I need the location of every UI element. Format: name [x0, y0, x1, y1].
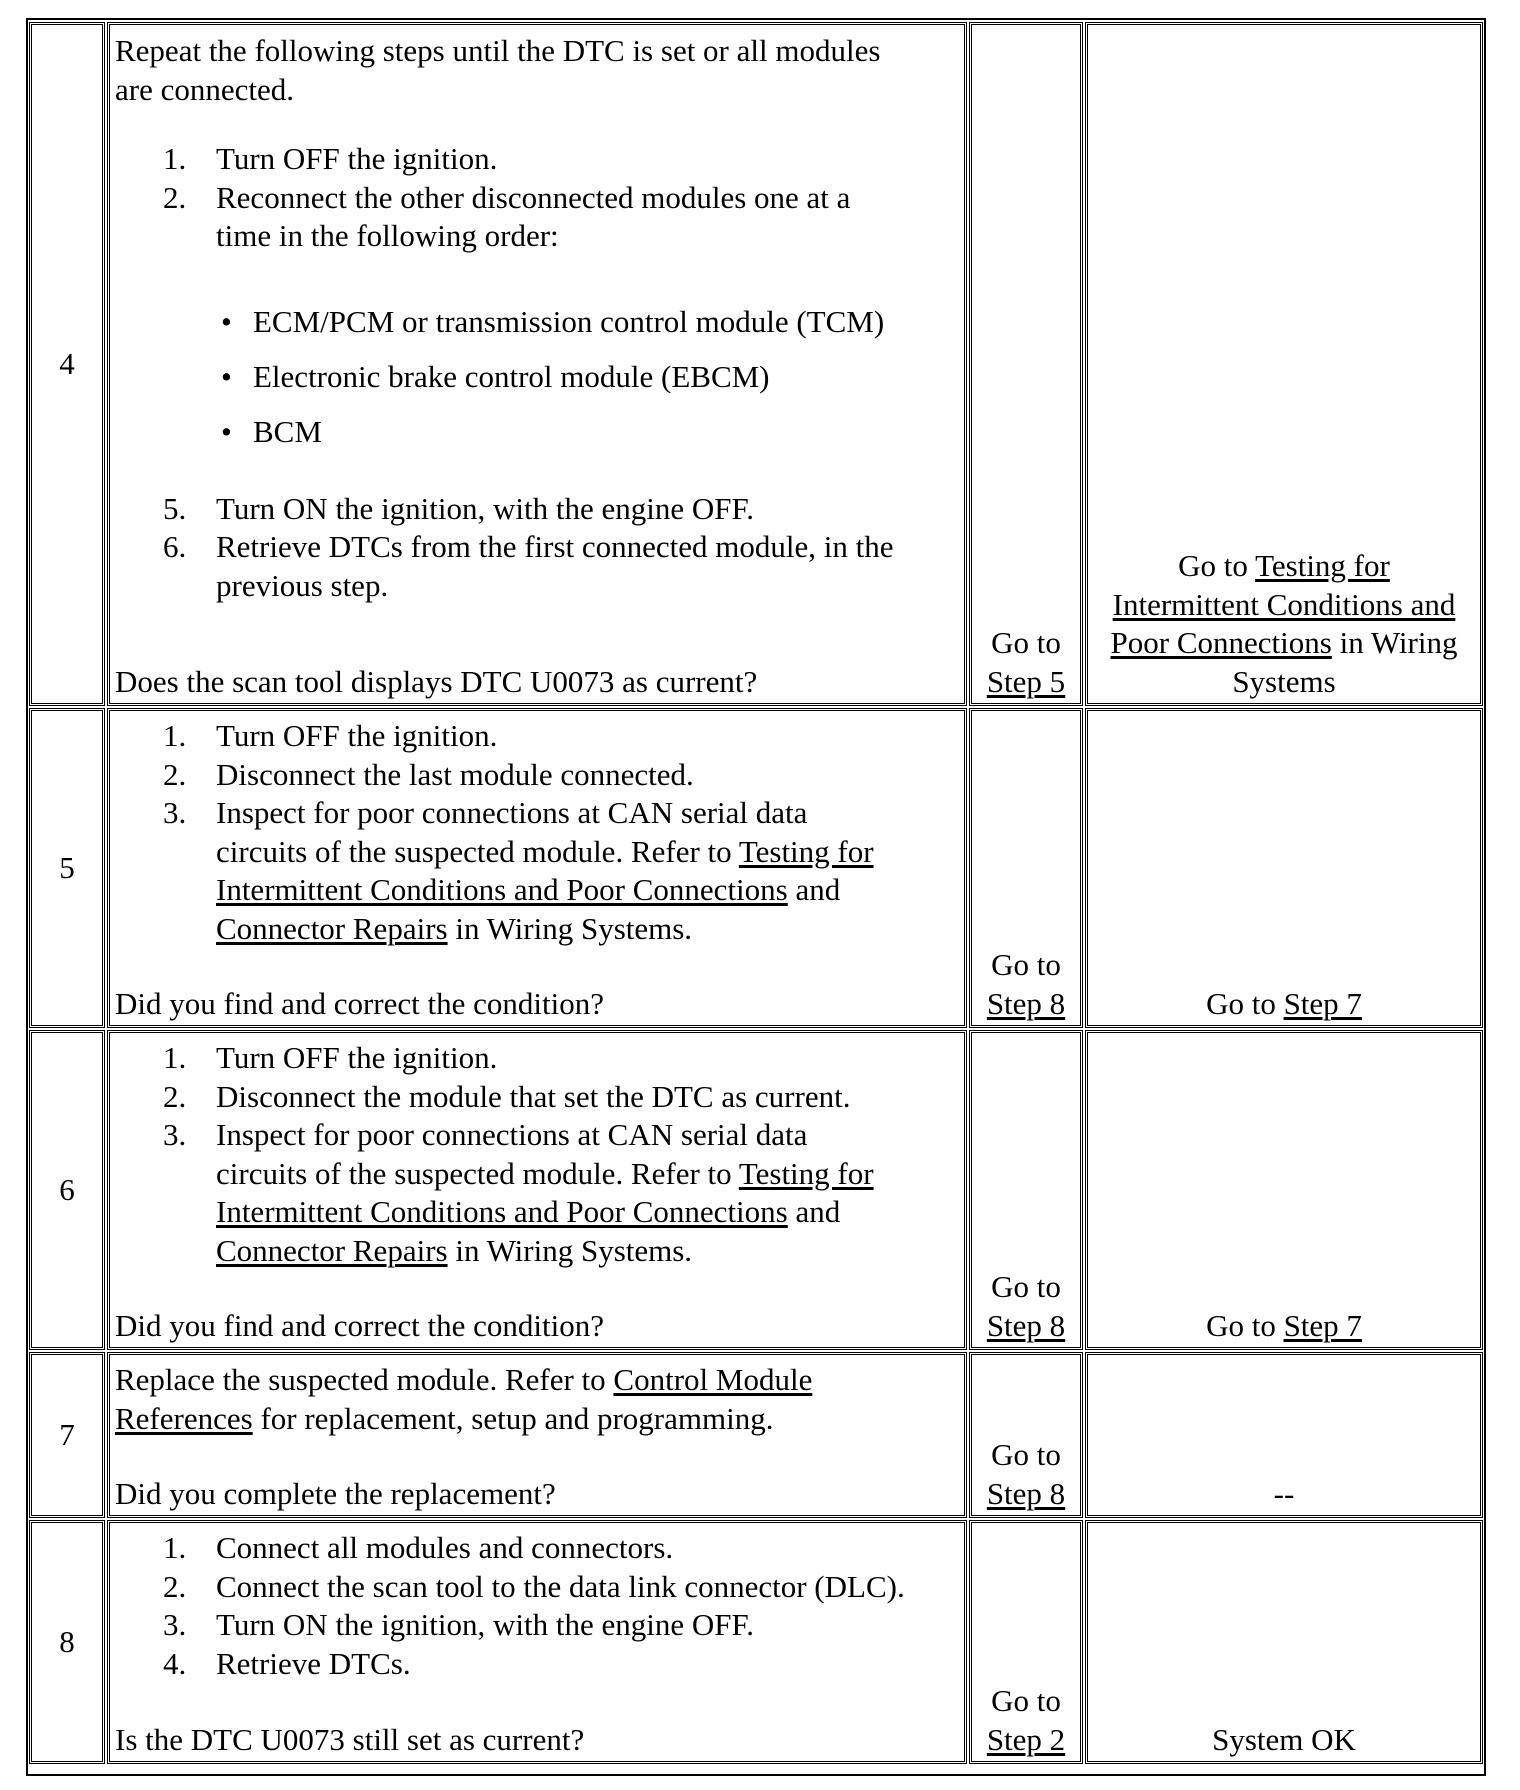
- numbered-list: [115, 717, 961, 948]
- no-cell: Go to Step 7: [1085, 708, 1483, 1028]
- step-number-cell: [29, 1352, 105, 1518]
- step-number: 5: [59, 849, 75, 885]
- step-number-cell: [29, 708, 105, 1028]
- connector-repairs-link[interactable]: Connector Repairs: [216, 910, 448, 946]
- no-cell: Go to Step 7: [1085, 1030, 1483, 1350]
- testing-link[interactable]: Testing for: [738, 833, 874, 869]
- list-item: 4. Retrieve DTCs.: [163, 1645, 411, 1681]
- yes-cell: Go to Step 8: [969, 1030, 1083, 1350]
- list-item: 1. Turn OFF the ignition.: [163, 718, 498, 753]
- testing-link[interactable]: Poor Connections: [1110, 625, 1332, 660]
- question-text: Does the scan tool displays DTC U0073 as current?: [115, 663, 758, 699]
- question-text: Did you find and correct the condition?: [115, 985, 604, 1021]
- list-item: 3. Turn ON the ignition, with the engine OFF.: [163, 1607, 755, 1642]
- go-to-step-link[interactable]: Step 2: [986, 1721, 1066, 1757]
- module-order-list: [115, 303, 961, 468]
- list-item: 3. Inspect for poor connections at CAN serial data circuits of the suspected module. Refer to Testing for Intermittent Conditions and Poor Connections and Connector Repairs in Wiring Systems.: [163, 795, 874, 946]
- testing-link[interactable]: Intermittent Conditions and Poor Connections: [216, 1194, 788, 1229]
- step-number: 8: [59, 1623, 75, 1659]
- no-cell: [1085, 1352, 1483, 1518]
- list-item: 2. Disconnect the module that set the DTC as current.: [163, 1078, 851, 1114]
- list-item: 2. Reconnect the other disconnected modules one at a time in the following order:: [163, 179, 851, 253]
- list-item: • BCM: [221, 413, 322, 449]
- action-cell: [107, 1030, 967, 1350]
- control-module-references-link[interactable]: References: [115, 1400, 253, 1436]
- go-to-step-link[interactable]: Step 8: [986, 1307, 1066, 1343]
- go-to-step-link[interactable]: Step 7: [1283, 1307, 1362, 1343]
- intro-line: Repeat the following steps until the DTC is set or all modules: [115, 33, 881, 68]
- list-item: 1. Turn OFF the ignition.: [163, 1040, 498, 1075]
- numbered-list: [115, 140, 961, 256]
- testing-link[interactable]: Intermittent Conditions and Poor Connections: [216, 872, 788, 907]
- list-item: 2. Connect the scan tool to the data link connector (DLC).: [163, 1568, 905, 1604]
- no-cell: [1085, 1520, 1483, 1764]
- list-item: 2. Disconnect the last module connected.: [163, 756, 694, 792]
- no-cell: Go to Testing for Intermittent Conditions and Poor Connections in Wiring Systems: [1085, 22, 1483, 706]
- instruction-text: Replace the suspected module. Refer to Control Module References for replacement, setup and programming.: [115, 1362, 813, 1436]
- numbered-list: [115, 1529, 961, 1683]
- control-module-references-link[interactable]: Control Module: [613, 1362, 813, 1397]
- question-text: Did you find and correct the condition?: [115, 1307, 604, 1343]
- step-number: 6: [59, 1171, 75, 1207]
- go-to-step-link[interactable]: Step 8: [986, 1475, 1066, 1511]
- step-number-cell: [29, 22, 105, 706]
- testing-link[interactable]: Testing for: [1255, 548, 1390, 583]
- action-cell: [107, 22, 967, 706]
- yes-cell: Go to Step 8: [969, 1352, 1083, 1518]
- yes-cell: Go to Step 8: [969, 708, 1083, 1028]
- list-item: 5. Turn ON the ignition, with the engine OFF.: [163, 490, 755, 526]
- step-number: 7: [59, 1416, 75, 1452]
- no-result-text: --: [1273, 1475, 1295, 1511]
- step-number-cell: [29, 1520, 105, 1764]
- yes-cell: Go to Step 5: [969, 22, 1083, 706]
- yes-cell: Go to Step 2: [969, 1520, 1083, 1764]
- list-item: 1. Turn OFF the ignition.: [163, 141, 498, 176]
- go-to-step-link[interactable]: Step 7: [1283, 985, 1362, 1021]
- action-cell: [107, 1520, 967, 1764]
- go-to-step-link[interactable]: Step 8: [986, 985, 1066, 1021]
- numbered-list: [115, 490, 961, 606]
- question-text: Did you complete the replacement?: [115, 1475, 556, 1511]
- list-item: 1. Connect all modules and connectors.: [163, 1530, 674, 1565]
- list-item: • ECM/PCM or transmission control module (TCM): [221, 303, 885, 339]
- intro-line: are connected.: [115, 71, 294, 107]
- numbered-list: [115, 1039, 961, 1270]
- action-cell: [107, 1352, 967, 1518]
- step-number-cell: [29, 1030, 105, 1350]
- list-item: • Electronic brake control module (EBCM): [221, 358, 770, 394]
- go-to-step-link[interactable]: Step 5: [986, 663, 1066, 699]
- step-number: 4: [59, 345, 75, 381]
- question-text: Is the DTC U0073 still set as current?: [115, 1721, 585, 1757]
- list-item: 3. Inspect for poor connections at CAN serial data circuits of the suspected module. Refer to Testing for Intermittent Conditions and Poor Connections and Connector Repairs in Wiring Systems.: [163, 1117, 874, 1268]
- testing-link[interactable]: Intermittent Conditions and: [1112, 586, 1456, 622]
- action-cell: [107, 708, 967, 1028]
- no-result-text: System OK: [1212, 1721, 1356, 1757]
- connector-repairs-link[interactable]: Connector Repairs: [216, 1232, 448, 1268]
- list-item: 6. Retrieve DTCs from the first connected module, in the previous step.: [163, 529, 894, 603]
- testing-link[interactable]: Testing for: [738, 1155, 874, 1191]
